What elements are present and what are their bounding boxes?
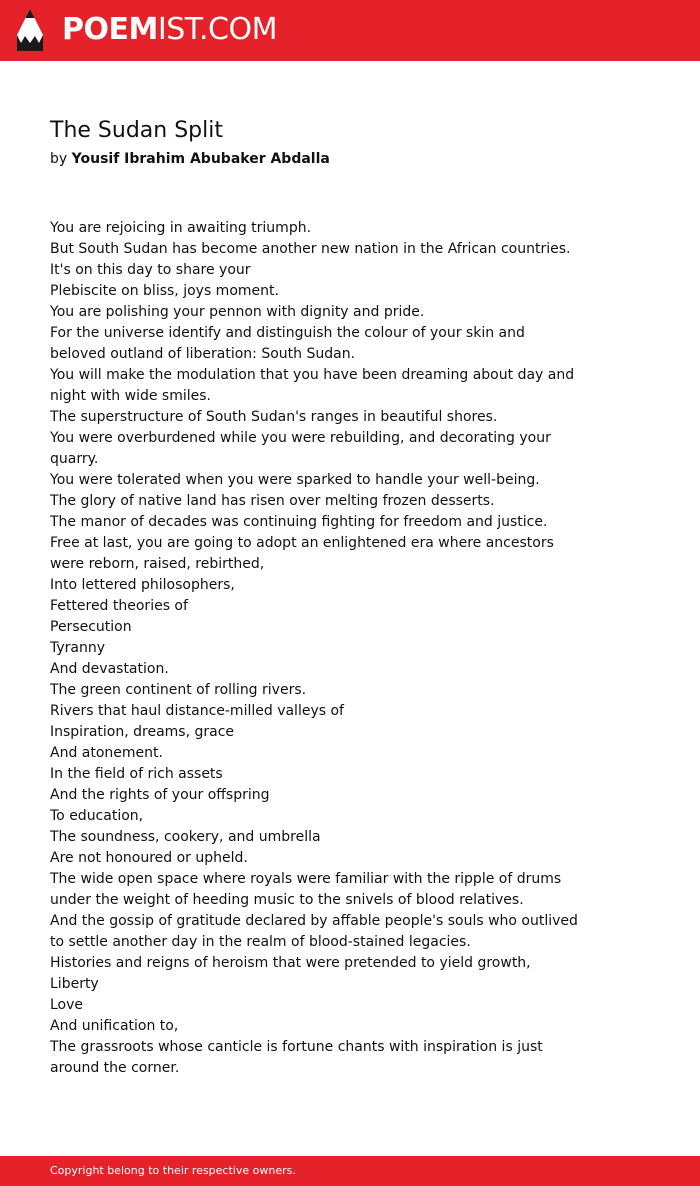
poem-line: Tyranny [50, 640, 106, 656]
poem-line: And the rights of your offspring [50, 787, 270, 803]
poem-line: The soundness, cookery, and umbrella [50, 829, 321, 845]
byline [50, 149, 330, 169]
poem-line: The glory of native land has risen over melting frozen desserts. [50, 493, 495, 509]
poem-line: night with wide smiles. [50, 388, 211, 404]
poem-line: Histories and reigns of heroism that were pretended to yield growth, [50, 955, 531, 971]
by-label: by [50, 151, 68, 167]
poem-title: The Sudan Split [50, 118, 223, 143]
poem-line: were reborn, raised, rebirthed, [50, 556, 265, 572]
site-footer [0, 1156, 700, 1186]
author-name: Yousif Ibrahim Abubaker Abdalla [71, 151, 330, 167]
site-logo[interactable] [62, 12, 277, 48]
poem-line: Rivers that haul distance-milled valleys of [50, 703, 344, 719]
poem-line: You were overburdened while you were rebuilding, and decorating your [50, 430, 551, 446]
poem-line: You are rejoicing in awaiting triumph. [50, 220, 312, 236]
logo-name-bold: POEM [62, 12, 158, 47]
logo-name-light: IST.COM [157, 12, 277, 47]
poem-line: The superstructure of South Sudan's ranges in beautiful shores. [50, 409, 498, 425]
poem-line: Into lettered philosophers, [50, 577, 235, 593]
poem-line: under the weight of heeding music to the snivels of blood relatives. [50, 892, 524, 908]
poem-line: In the field of rich assets [50, 766, 223, 782]
poem-line: Plebiscite on bliss, joys moment. [50, 283, 279, 299]
poem-line: You were tolerated when you were sparked to handle your well-being. [50, 472, 540, 488]
poem-line: And the gossip of gratitude declared by affable people's souls who outlived [50, 913, 578, 929]
poem-line: And devastation. [50, 661, 169, 677]
poem-line: You will make the modulation that you have been dreaming about day and [50, 367, 575, 383]
poem-line: And atonement. [50, 745, 163, 761]
poem-line: beloved outland of liberation: South Sudan. [50, 346, 356, 362]
site-header [0, 0, 700, 61]
poem-line: around the corner. [50, 1060, 180, 1076]
poem-line: The green continent of rolling rivers. [50, 682, 307, 698]
poem-body [50, 218, 578, 1079]
poem-line: quarry. [50, 451, 99, 467]
poem-line: And unification to, [50, 1018, 179, 1034]
poem-line: For the universe identify and distinguish the colour of your skin and [50, 325, 525, 341]
poem-line: But South Sudan has become another new nation in the African countries. [50, 241, 571, 257]
copyright-notice: Copyright belong to their respective owners. [50, 1164, 296, 1177]
poem-line: Fettered theories of [50, 598, 188, 614]
poem-line: Are not honoured or upheld. [50, 850, 248, 866]
poem-line: To education, [50, 808, 144, 824]
poem-line: The manor of decades was continuing fighting for freedom and justice. [50, 514, 548, 530]
poem-line: Free at last, you are going to adopt an enlightened era where ancestors [50, 535, 554, 551]
poem-line: Persecution [50, 619, 132, 635]
poem-line: Love [50, 997, 84, 1013]
poem-line: Inspiration, dreams, grace [50, 724, 235, 740]
poem-line: Liberty [50, 976, 99, 992]
poem-line: It's on this day to share your [50, 262, 251, 278]
pencil-tip-icon[interactable] [17, 9, 43, 51]
poem-line: The grassroots whose canticle is fortune chants with inspiration is just [50, 1039, 543, 1055]
poem-line: The wide open space where royals were familiar with the ripple of drums [50, 871, 562, 887]
poem-line: You are polishing your pennon with dignity and pride. [50, 304, 425, 320]
poem-line: to settle another day in the realm of blood-stained legacies. [50, 934, 471, 950]
